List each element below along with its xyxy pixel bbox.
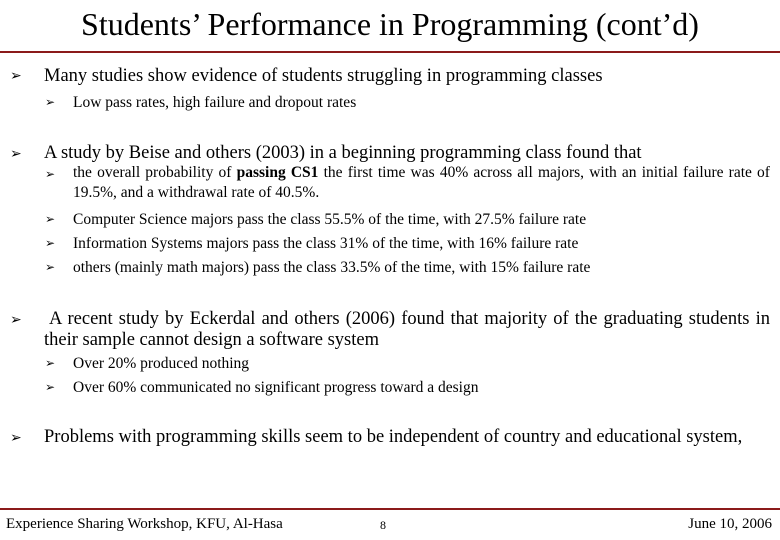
sub-bullet-item — [0, 376, 780, 399]
arrowhead-bullet-icon: ➢ — [45, 380, 56, 394]
sub-bullet-text: Over 60% communicated no significant progress toward a design — [73, 379, 479, 396]
sub-bullet-item — [0, 352, 780, 375]
sub-bullet-text-post: the first time was 40% across all majors, with an initial failure rate of 19.5%, and a withdrawal rate of 40.5%. — [73, 164, 770, 201]
bullet-item — [0, 427, 780, 471]
footer-date: June 10, 2006 — [688, 516, 772, 532]
sub-bullet-text: Low pass rates, high failure and dropout rates — [73, 94, 357, 111]
sub-bullet-text-pre: the overall probability of — [73, 164, 237, 181]
sub-bullet-text: Over 20% produced nothing — [73, 355, 250, 372]
arrowhead-bullet-icon: ➢ — [10, 312, 22, 328]
bullet-item — [0, 66, 780, 86]
footer-divider — [0, 508, 780, 510]
sub-bullet-item — [0, 256, 780, 279]
sub-bullet-item — [0, 163, 780, 209]
page-number: 8 — [380, 518, 386, 532]
passing-cs1-emphasis: passing CS1 — [236, 164, 319, 181]
sub-bullet-text: others (mainly math majors) pass the class 33.5% of the time, with 15% failure rate — [73, 259, 591, 276]
arrowhead-bullet-icon: ➢ — [45, 260, 56, 274]
sub-bullet-item — [0, 232, 780, 255]
arrowhead-bullet-icon: ➢ — [45, 167, 56, 181]
bullet-text: Many studies show evidence of students struggling in programming classes — [44, 66, 603, 86]
sub-bullet-text: Information Systems majors pass the class 31% of the time, with 16% failure rate — [73, 235, 579, 252]
title-divider — [0, 51, 780, 53]
sub-bullet-text: Computer Science majors pass the class 55.5% of the time, with 27.5% failure rate — [73, 211, 587, 228]
arrowhead-bullet-icon: ➢ — [10, 430, 22, 446]
arrowhead-bullet-icon: ➢ — [45, 356, 56, 370]
bullet-item — [0, 309, 780, 353]
bullet-text: Problems with programming skills seem to be independent of country and educational system, — [44, 427, 743, 447]
arrowhead-bullet-icon: ➢ — [45, 212, 56, 226]
arrowhead-bullet-icon: ➢ — [45, 95, 56, 109]
footer-venue: Experience Sharing Workshop, KFU, Al-Hasa — [6, 516, 283, 532]
sub-bullet-text — [73, 163, 770, 203]
arrowhead-bullet-icon: ➢ — [10, 68, 22, 84]
bullet-item — [0, 143, 780, 164]
arrowhead-bullet-icon: ➢ — [45, 236, 56, 250]
slide-title: Students’ Performance in Programming (cont’d) — [81, 6, 699, 42]
bullet-text: A recent study by Eckerdal and others (2006) found that majority of the graduating students in their sample cannot design a software system — [44, 309, 770, 350]
arrowhead-bullet-icon: ➢ — [10, 146, 22, 162]
sub-bullet-item — [0, 91, 780, 114]
sub-bullet-item — [0, 208, 780, 231]
bullet-text: A study by Beise and others (2003) in a beginning programming class found that — [44, 143, 642, 163]
